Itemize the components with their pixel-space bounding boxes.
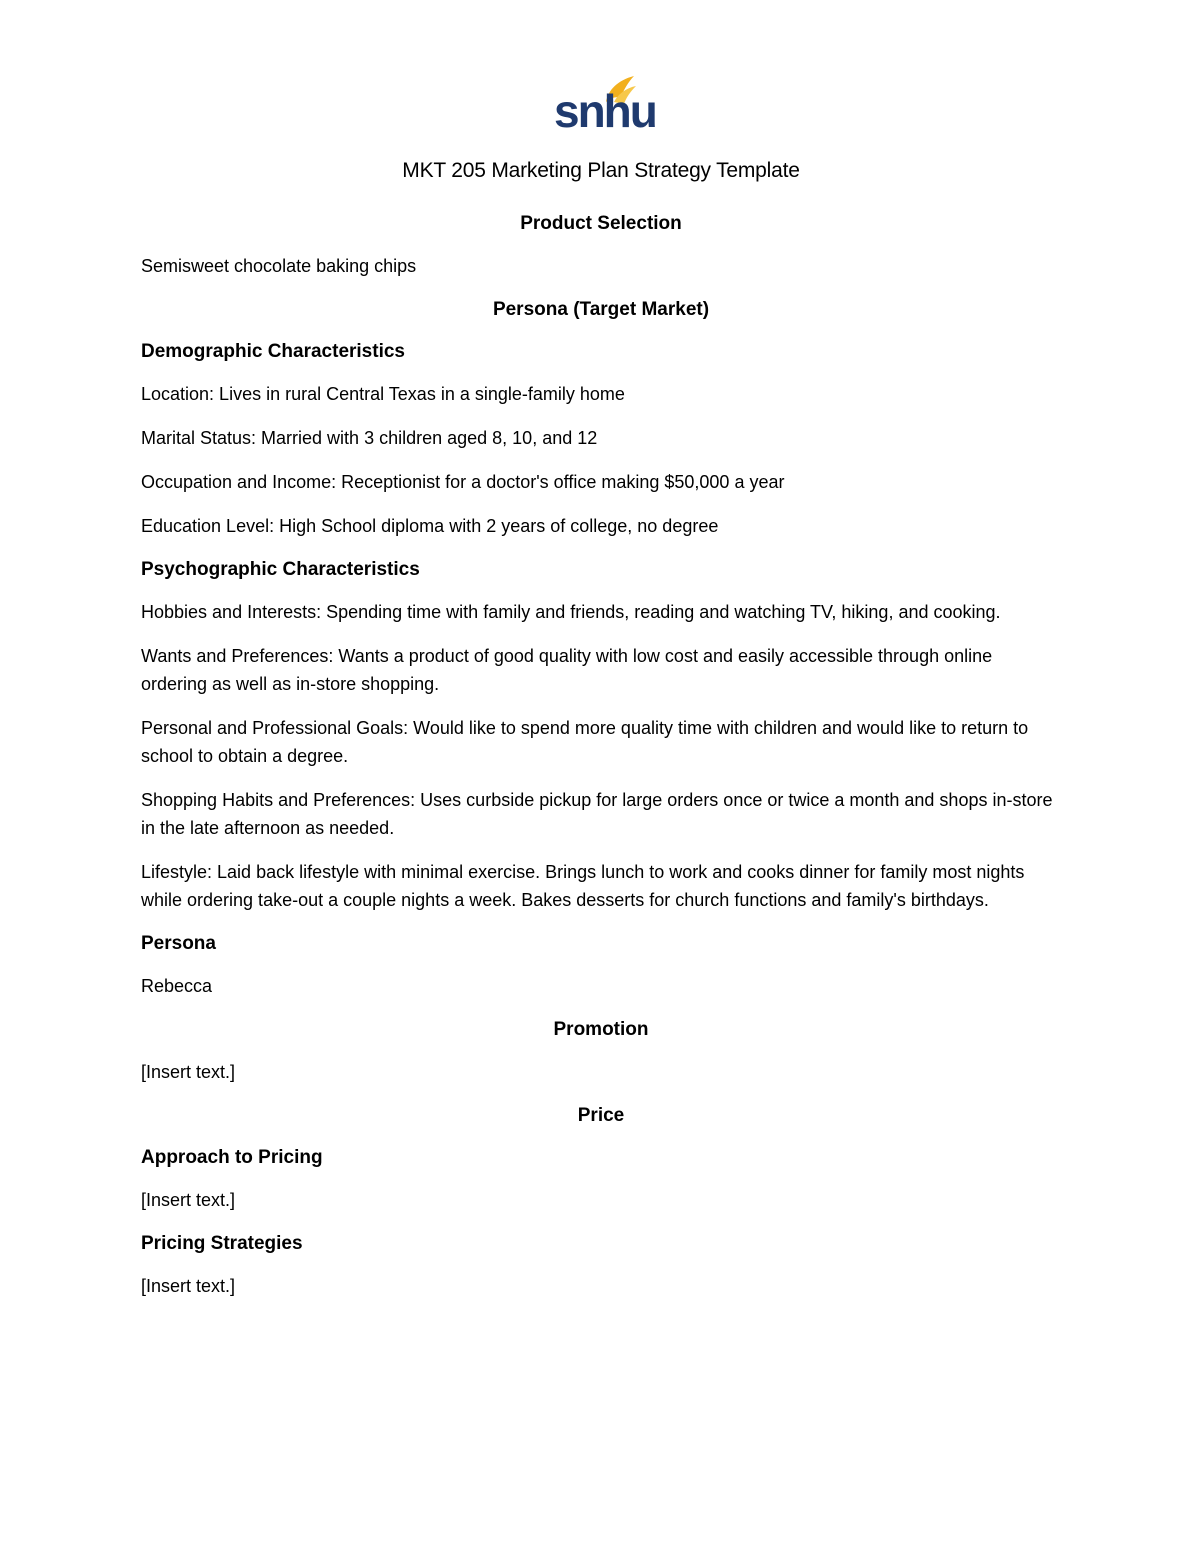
heading-pricing-strategies: Pricing Strategies <box>141 1233 303 1254</box>
demographic-location: Location: Lives in rural Central Texas in a single-family home <box>141 384 625 404</box>
psychographic-goals: Personal and Professional Goals: Would like to spend more quality time with children and would like to return to school to obtain a degree. <box>141 718 1029 766</box>
heading-price: Price <box>577 1105 625 1126</box>
promotion-text: [Insert text.] <box>141 1062 236 1082</box>
document-body <box>141 156 1061 1316</box>
heading-promotion: Promotion <box>553 1019 649 1040</box>
snhu-logo <box>554 72 656 137</box>
heading-psychographic: Psychographic Characteristics <box>141 559 420 580</box>
psychographic-lifestyle: Lifestyle: Laid back lifestyle with minimal exercise. Brings lunch to work and cooks dinner for family most nights while ordering take-out a couple nights a week. Bakes desserts for church functions and family's birthdays. <box>141 862 1025 910</box>
persona-name: Rebecca <box>141 976 213 996</box>
logo-wordmark: snhu <box>554 85 656 137</box>
heading-product-selection: Product Selection <box>520 213 682 234</box>
psychographic-shopping: Shopping Habits and Preferences: Uses curbside pickup for large orders once or twice a month and shops in-store in the late afternoon as needed. <box>141 790 1053 838</box>
heading-approach-to-pricing: Approach to Pricing <box>141 1147 323 1168</box>
heading-persona: Persona <box>141 933 216 954</box>
heading-demographic: Demographic Characteristics <box>141 341 405 362</box>
demographic-occupation: Occupation and Income: Receptionist for a doctor's office making $50,000 a year <box>141 472 785 492</box>
pricing-strategies-text: [Insert text.] <box>141 1276 236 1296</box>
product-selection-text: Semisweet chocolate baking chips <box>141 256 417 276</box>
document-title: MKT 205 Marketing Plan Strategy Template <box>402 159 800 182</box>
psychographic-hobbies: Hobbies and Interests: Spending time with family and friends, reading and watching TV, hiking, and cooking. <box>141 602 1001 622</box>
psychographic-wants: Wants and Preferences: Wants a product of good quality with low cost and easily accessible through online ordering as well as in-store shopping. <box>141 646 993 694</box>
demographic-education: Education Level: High School diploma with 2 years of college, no degree <box>141 516 719 536</box>
demographic-marital-status: Marital Status: Married with 3 children aged 8, 10, and 12 <box>141 428 598 448</box>
heading-persona-target-market: Persona (Target Market) <box>492 299 710 320</box>
approach-to-pricing-text: [Insert text.] <box>141 1190 236 1210</box>
